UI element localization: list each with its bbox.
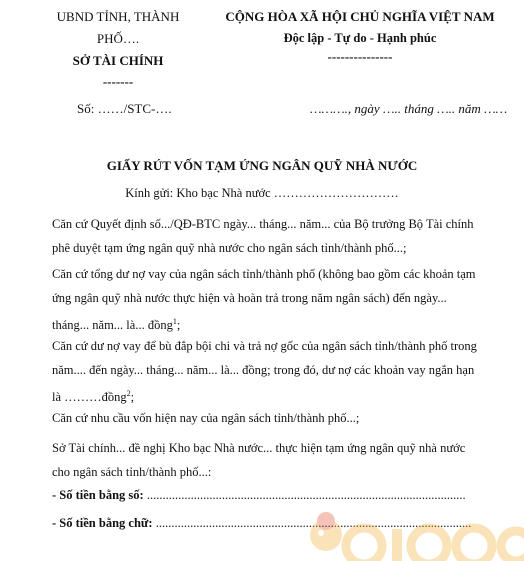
- watermark-letter-shape: [411, 528, 447, 561]
- paragraph-tail: ;: [130, 390, 135, 405]
- paragraph-line: Căn cứ Quyết định số.../QĐ-BTC ngày... tháng... năm... của Bộ trưởng Bộ Tài chính: [52, 217, 474, 231]
- paragraph-line: Căn cứ tổng dư nợ vay của ngân sách tỉnh/thành phố (không bao gồm các khoản tạm: [52, 267, 476, 281]
- basis-paragraph-3: [52, 334, 497, 409]
- department-underline: -------: [102, 74, 134, 89]
- amount-in-words-label: - Số tiền bằng chữ:: [52, 516, 156, 530]
- place-date: ………., ngày ….. tháng ….. năm ……: [310, 101, 508, 116]
- amount-in-figures-label: - Số tiền bằng số:: [52, 488, 147, 502]
- basis-paragraph-4: [52, 406, 497, 430]
- watermark-letter-shape: [456, 528, 492, 561]
- paragraph-line: cho ngân sách tỉnh/thành phố...:: [52, 465, 212, 479]
- paragraph-line: phê duyệt tạm ứng ngân quỹ nhà nước cho ngân sách tỉnh/thành phố...;: [52, 241, 407, 255]
- watermark-mascot-eye: [318, 530, 324, 536]
- paragraph-text: tháng... năm... là... đồng: [52, 318, 173, 333]
- watermark-logo-icon: [304, 491, 524, 561]
- footnote-ref-2: 2: [126, 389, 131, 398]
- amount-in-words-blank: .....................................................................................................: [155, 516, 472, 530]
- request-paragraph: [52, 436, 497, 484]
- footnote-ref-1: 1: [172, 317, 177, 326]
- watermark-letter-shape: [346, 528, 382, 561]
- recipient: Kính gửi: Kho bạc Nhà nước …………………………: [125, 186, 399, 200]
- paragraph-line: Căn cứ dư nợ vay để bù đắp bội chi và trả nợ gốc của ngân sách tỉnh/thành phố trong: [52, 339, 477, 353]
- watermark-letter-shape: [501, 531, 524, 561]
- nation-name: CỘNG HÒA XÃ HỘI CHỦ NGHĨA VIỆT NAM: [225, 9, 495, 24]
- basis-paragraph-1: [52, 212, 497, 260]
- paragraph-tail: ;: [176, 318, 181, 333]
- paragraph-text: là ………đồng: [52, 390, 127, 405]
- authority-line-2: PHỐ….: [96, 31, 140, 46]
- paragraph-line: Sở Tài chính... đề nghị Kho bạc Nhà nước... thực hiện tạm ứng ngân quỹ nhà nước: [52, 441, 466, 455]
- issuing-authority: [48, 6, 188, 92]
- document-title: GIẤY RÚT VỐN TẠM ỨNG NGÂN QUỸ NHÀ NƯỚC: [106, 158, 418, 173]
- watermark-mascot-crest: [317, 512, 335, 530]
- paragraph-line: ứng ngân quỹ nhà nước thực hiện và hoàn trả trong năm ngân sách) đến ngày...: [52, 291, 447, 305]
- paragraph-line: năm.... đến ngày... tháng... năm... là... đồng; trong đó, dư nợ các khoản vay ngắn hạn: [52, 363, 475, 377]
- authority-line-1: UBND TỈNH, THÀNH: [56, 9, 180, 24]
- paragraph-line: Căn cứ nhu cầu vốn hiện nay của ngân sách tỉnh/thành phố...;: [52, 411, 360, 425]
- document-number: Số: ……/STC-….: [77, 101, 172, 116]
- national-motto: Độc lập - Tự do - Hạnh phúc: [283, 31, 437, 45]
- basis-paragraph-2: [52, 262, 497, 337]
- watermark-letter-shape: [392, 529, 402, 561]
- amount-in-figures-blank: ......................................................................................................: [146, 488, 466, 502]
- department-name: SỞ TÀI CHÍNH: [72, 53, 164, 68]
- motto-underline: ---------------: [327, 49, 393, 64]
